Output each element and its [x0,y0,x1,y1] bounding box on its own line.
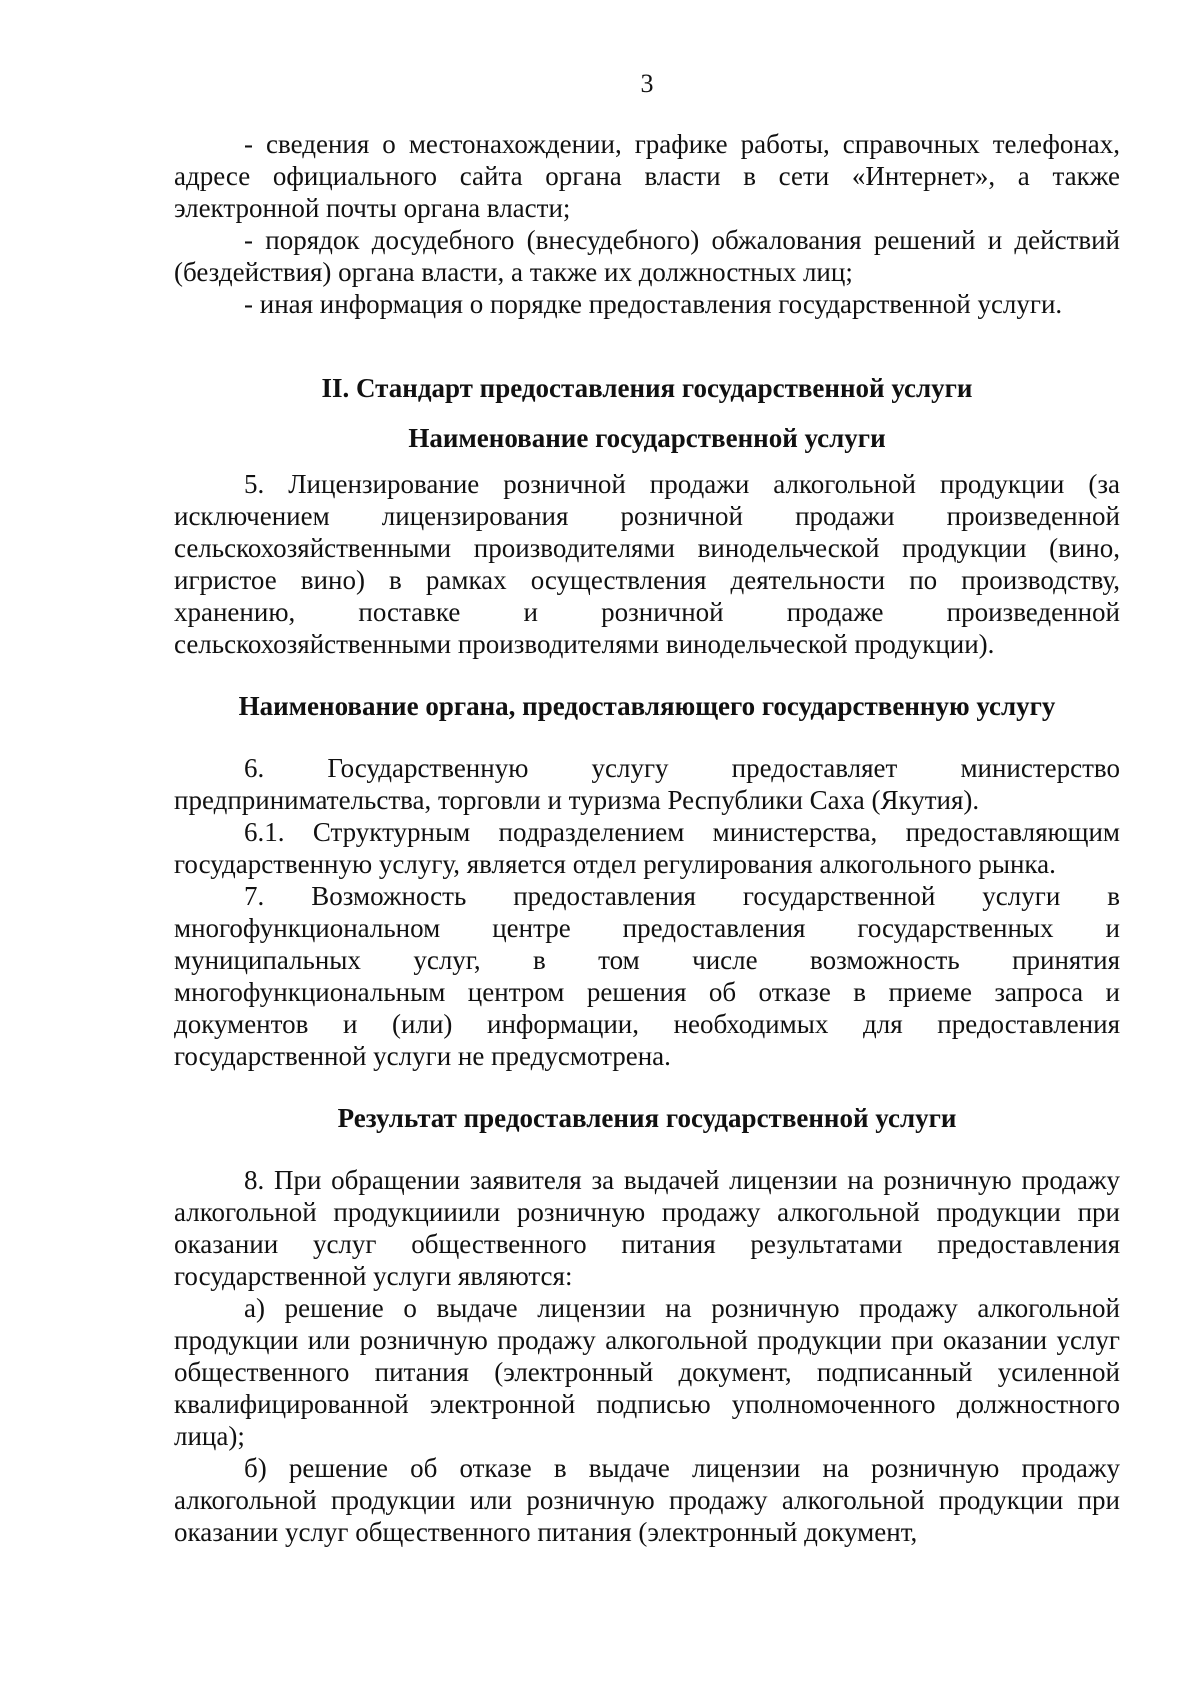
paragraph: 7. Возможность предоставления государственной услуги в многофункциональном центре предоставления государственных и муниципальных услуг, в том числе возможность принятия многофункциональным центром решения об отказе в приеме запроса и документов и (или) информации, необходимых для предоставления государственной услуги не предусмотрена. [174,881,1120,1071]
paragraph: - иная информация о порядке предоставления государственной услуги. [244,289,1063,319]
section-heading: Наименование государственной услуги [408,423,886,453]
paragraph: 6. Государственную услугу предоставляет министерство предпринимательства, торговли и туризма Республики Саха (Якутия). [174,753,1120,815]
document-page [174,68,1120,1548]
paragraph: 6.1. Структурным подразделением министерства, предоставляющим государственную услугу, является отдел регулирования алкогольного рынка. [174,817,1120,879]
document-body [174,128,1120,1548]
paragraph: 8. При обращении заявителя за выдачей лицензии на розничную продажу алкогольной продукцииили розничную продажу алкогольной продукции при оказании услуг общественного питания результатами предоставления государственной услуги являются: [174,1165,1120,1291]
section-heading: II. Стандарт предоставления государственной услуги [321,373,973,403]
page-number: 3 [640,69,654,98]
paragraph: а) решение о выдаче лицензии на розничную продажу алкогольной продукции или розничную продажу алкогольной продукции при оказании услуг общественного питания (электронный документ, подписанный усиленной квалифицированной электронной подписью уполномоченного должностного лица); [174,1293,1120,1451]
paragraph: б) решение об отказе в выдаче лицензии на розничную продажу алкогольной продукции или розничную продажу алкогольной продукции при оказании услуг общественного питания (электронный документ, [174,1453,1120,1547]
paragraph: - порядок досудебного (внесудебного) обжалования решений и действий (бездействия) органа власти, а также их должностных лиц; [174,225,1120,287]
paragraph: 5. Лицензирование розничной продажи алкогольной продукции (за исключением лицензирования розничной продажи произведенной сельскохозяйственными производителями винодельческой продукции (вино, игристое вино) в рамках осуществления деятельности по производству, хранению, поставке и розничной продаже произведенной сельскохозяйственными производителями винодельческой продукции). [174,469,1120,659]
section-heading: Наименование органа, предоставляющего государственную услугу [238,691,1056,721]
paragraph: - сведения о местонахождении, графике работы, справочных телефонах, адресе официального сайта органа власти в сети «Интернет», а также электронной почты органа власти; [174,129,1120,223]
section-heading: Результат предоставления государственной услуги [337,1103,957,1133]
